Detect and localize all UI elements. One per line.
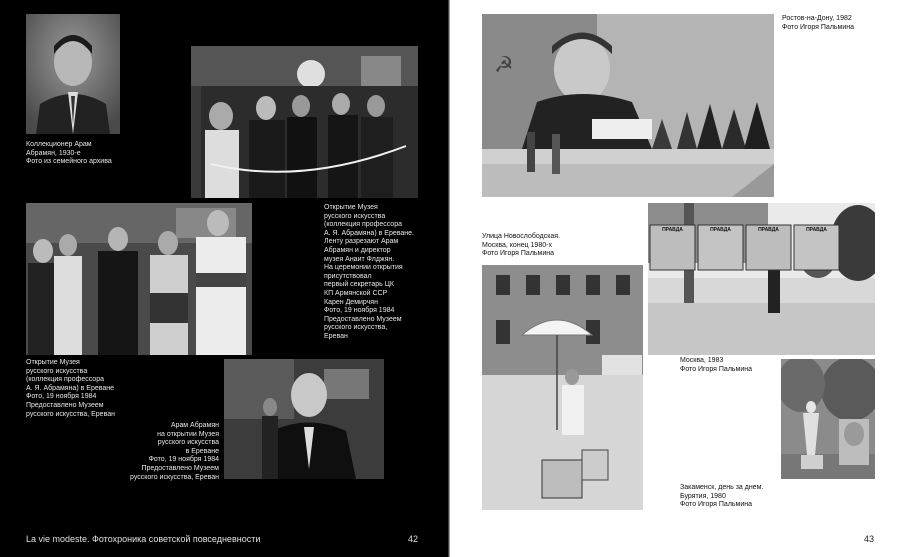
caption-rostov: Ростов-на-Дону, 1982 Фото Игоря Пальмина <box>782 15 855 31</box>
caption-novoslobodskaya: Улица Новослободская. Москва, конец 1980-х Фото Игоря Пальмина <box>482 233 561 258</box>
photo-zakamensk-monument <box>781 359 875 479</box>
caption-zakamensk: Закаменск, день за днем. Бурятия, 1980 Фото Игоря Пальмина <box>680 484 764 509</box>
photo-novoslobodskaya-street <box>482 265 643 510</box>
newspaper-board-label-3: ПРАВДА <box>758 227 779 233</box>
caption-aram-abramyan: Арам Абрамян на открытии Музея русского искусства в Ереване Фото, 19 ноября 1984 Предоставлено Музеем русского искусства, Ереван <box>130 422 219 481</box>
footer-book-title: La vie modeste. Фотохроника советской повседневности <box>26 534 261 544</box>
photo-portrait-collector <box>26 14 120 134</box>
newspaper-board-label-1: ПРАВДА <box>662 227 683 233</box>
right-page <box>450 0 900 557</box>
caption-group-opening: Открытие Музея русского искусства (коллекция профессора А. Я. Абрамяна) в Ереване Фото, 19 ноября 1984 Предоставлено Музеем русского искусства, Ереван <box>26 359 115 418</box>
caption-portrait: Коллекционер Арам Абрамян, 1930-е Фото из семейного архива <box>26 141 112 166</box>
caption-ribbon-cutting: Открытие Музея русского искусства (коллекция профессора А. Я. Абрамяна) в Ереване. Ленту разрезают Арам Абрамян и директор музея Анаит Флджян. На церемонии открытия присутствовал первый секретарь ЦК КП Армянской ССР Карен Демирчян Фото, 19 ноября 1984 Предоставлено Музеем русского искусства, Ереван <box>324 204 414 340</box>
newspaper-board-label-2: ПРАВДА <box>710 227 731 233</box>
left-page <box>0 0 448 557</box>
photo-moscow-newspaper-boards <box>648 203 875 355</box>
photo-group-opening <box>26 203 252 355</box>
page-number-left: 42 <box>408 534 419 544</box>
newspaper-board-label-4: ПРАВДА <box>806 227 827 233</box>
photo-aram-abramyan <box>224 359 384 479</box>
caption-moscow: Москва, 1983 Фото Игоря Пальмина <box>680 357 753 373</box>
page-number-right: 43 <box>864 534 875 544</box>
svg-text:☭: ☭ <box>494 53 514 78</box>
photo-ribbon-cutting <box>191 46 418 198</box>
photo-rostov-billboard <box>482 14 774 197</box>
